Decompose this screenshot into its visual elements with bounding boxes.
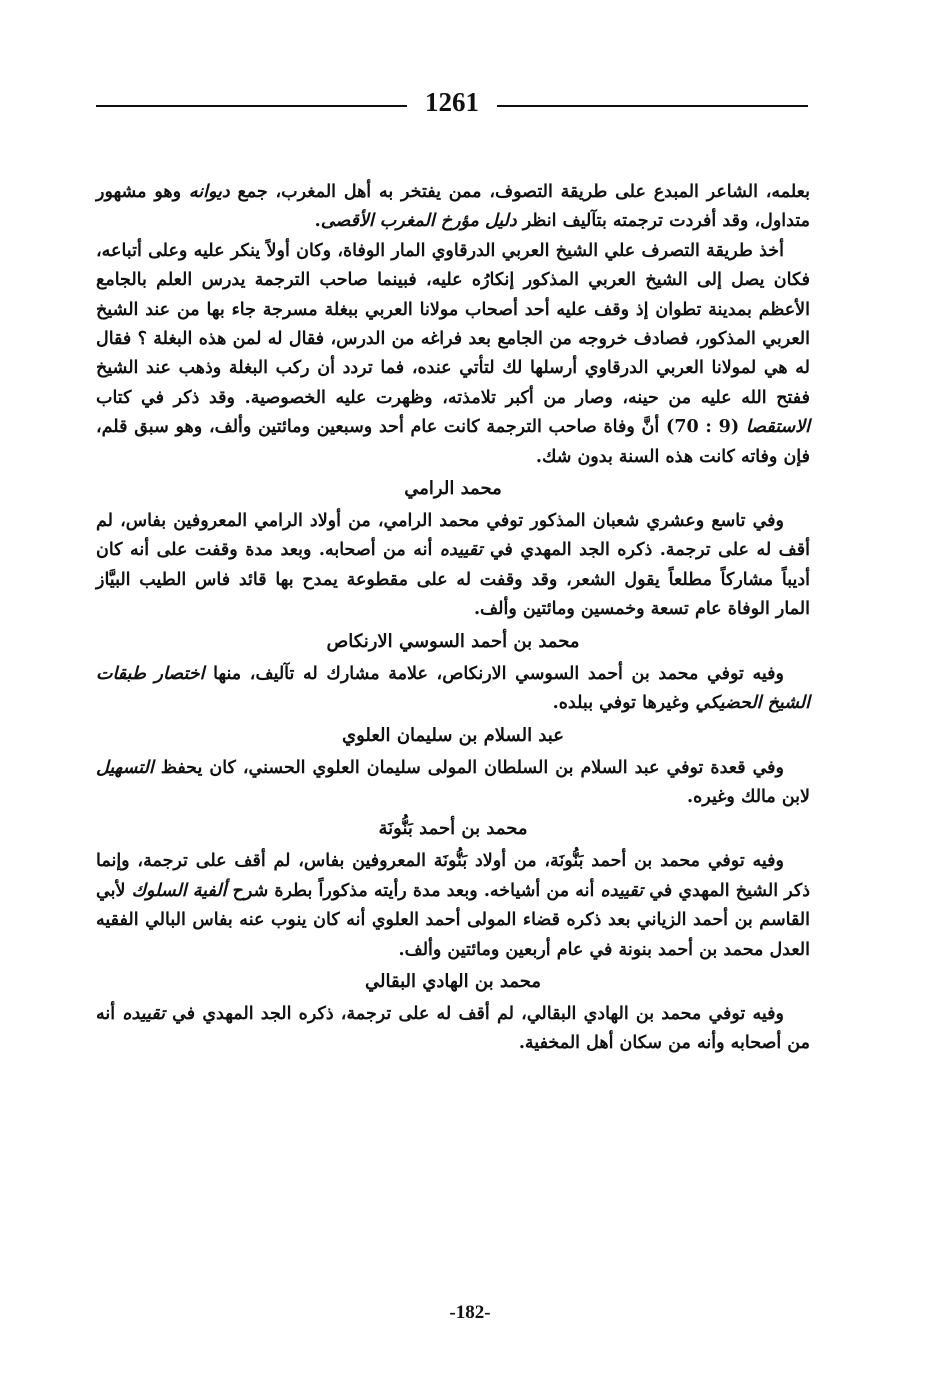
paragraph-2: أخذ طريقة التصرف علي الشيخ العربي الدرقاوي المار الوفاة، وكان أولاً ينكر عليه وعلى أتباعه، فكان يصل إلى الشيخ العربي المذكور إنكارُه عليه، فبينما صاحب الترجمة يدرس العلم بالجامع الأعظم بمدينة تطوان إذ وقف عليه أحد أصحاب مولانا العربي ببغلة مسرجة جاء بها من عند الشيخ العربي المذكور، فصادف خروجه من الجامع بعد فراغه من الدرس، فقال له لمن هذه البغلة ؟ فقال له هي لمولانا العربي الدرقاوي أرسلها لك لتأتي عنده، فما تردد أن ركب البغلة وذهب عند الشيخ ففتح الله عليه من حينه، وصار من أكبر تلامذته، وظهرت عليه الخصوصية. وقد ذكر في كتاب الاستقصا (9 : 70) أنَّ وفاة صاحب الترجمة كانت عام أحد وسبعين ومائتين وألف، وهو سبق قلم، فإن وفاته كانت هذه السنة بدون شك. <box>96 240 810 467</box>
section-heading-al-arnkas: محمد بن أحمد السوسي الارنكاص <box>326 630 580 652</box>
paragraph-7: وفيه توفي محمد بن الهادي البقالي، لم أقف له على ترجمة، ذكره الجد المهدي في تقييده أنه من أصحابه وأنه من سكان أهل المخفية. <box>96 1003 810 1054</box>
section-heading-al-rami: محمد الرامي <box>404 478 502 500</box>
section-heading-bennouna: محمد بن أحمد بَنُّونَة <box>378 818 528 840</box>
page-header <box>96 82 808 122</box>
page-body <box>96 178 810 1059</box>
section-heading-al-baqqali: محمد بن الهادي البقالي <box>365 970 541 992</box>
section-heading-abd-al-salam: عبد السلام بن سليمان العلوي <box>342 724 564 746</box>
page-number: 1261 <box>425 86 479 117</box>
paragraph-6: وفيه توفي محمد بن أحمد بَنُّونَة، من أولاد بَنُّونَة المعروفين بفاس، لم أقف على ترجمة، وإنما ذكر الشيخ المهدي في تقييده أنه من أشياخه. وبعد مدة رأيته مذكوراً بطرة شرح ألفية السلوك لأبي القاسم بن أحمد الزياني بعد ذكره قضاء المولى أحمد العلوي أنه كان ينوب عنه بفاس البالي الفقيه العدل محمد بن أحمد بنونة في عام أربعين ومائتين وألف. <box>96 851 811 960</box>
paragraph-5: وفي قعدة توفي عبد السلام بن السلطان المولى سليمان العلوي الحسني، كان يحفظ التسهيل لابن مالك وغيره. <box>96 757 810 807</box>
page-footer-number: -182- <box>449 1302 491 1323</box>
header-rule-right <box>497 105 808 107</box>
header-rule-left <box>96 105 407 107</box>
paragraph-3: وفي تاسع وعشري شعبان المذكور توفي محمد الرامي، من أولاد الرامي المعروفين بفاس، لم أقف له على ترجمة. ذكره الجد المهدي في تقييده أنه من أصحابه. وبعد مدة وقفت على أنه كان أديباً مشاركاً مطلعاً يقول الشعر، وقد وقفت له على مقطوعة يمدح بها قائد فاس الطيب البيَّاز المار الوفاة عام تسعة وخمسين ومائتين وألف. <box>96 511 810 620</box>
paragraph-1: بعلمه، الشاعر المبدع على طريقة التصوف، ممن يفتخر به أهل المغرب، جمع ديوانه وهو مشهور متداول، وقد أفردت ترجمته بتآليف انظر دليل مؤرخ المغرب الأقصى. <box>96 182 810 232</box>
paragraph-4: وفيه توفي محمد بن أحمد السوسي الارنكاص، علامة مشارك له تآليف، منها اختصار طبقات الشيخ الحضيكي وغيرها توفي ببلده. <box>96 663 810 714</box>
